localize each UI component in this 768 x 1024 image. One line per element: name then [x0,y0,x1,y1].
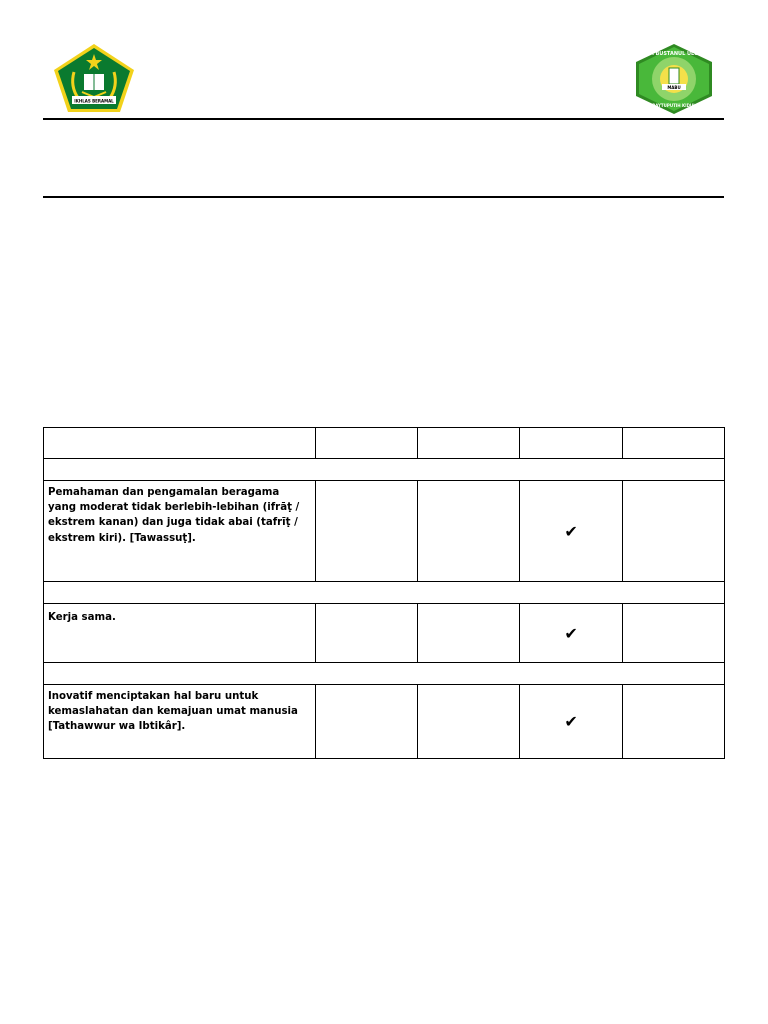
row-description: Inovatif menciptakan hal baru untuk kemaslahatan dan kemajuan umat manusia [Tathawwur wa Ibtikâr]. [48,691,298,733]
right-logo-bottom-text: BAYTUPUTIH KIDUL [652,103,696,108]
table-row [44,481,725,582]
header-top-rule [43,118,724,120]
check-mark-icon: ✔ [564,623,578,643]
header-cell [44,428,316,459]
table-row [44,604,725,663]
right-logo-center-text: MABU [667,85,681,90]
table-header-row [44,428,725,459]
section-row [44,582,725,604]
left-logo-text: IKHLAS BERAMAL [74,98,114,104]
table-row [44,685,725,759]
header-cell [622,428,724,459]
check-mark-icon: ✔ [564,712,578,731]
right-logo-top-text: MA BUSTANUL ULUM [644,51,704,57]
assessment-table [43,427,725,759]
header-bottom-rule [43,196,724,198]
check-mark-icon: ✔ [564,521,578,541]
row-description: Kerja sama. [48,612,116,623]
section-row [44,459,725,481]
row-description: Pemahaman dan pengamalan beragama yang moderat tidak berlebih-lebihan (ifrāṭ / ekstrem kanan) dan juga tidak abai (tafrīṭ / ekstrem kiri). [Tawassuṭ]. [48,487,300,544]
header-cell [315,428,417,459]
header-cell [520,428,622,459]
header-cell [418,428,520,459]
section-row [44,663,725,685]
kemenag-emblem-icon [52,42,136,114]
school-emblem-icon [632,42,716,116]
